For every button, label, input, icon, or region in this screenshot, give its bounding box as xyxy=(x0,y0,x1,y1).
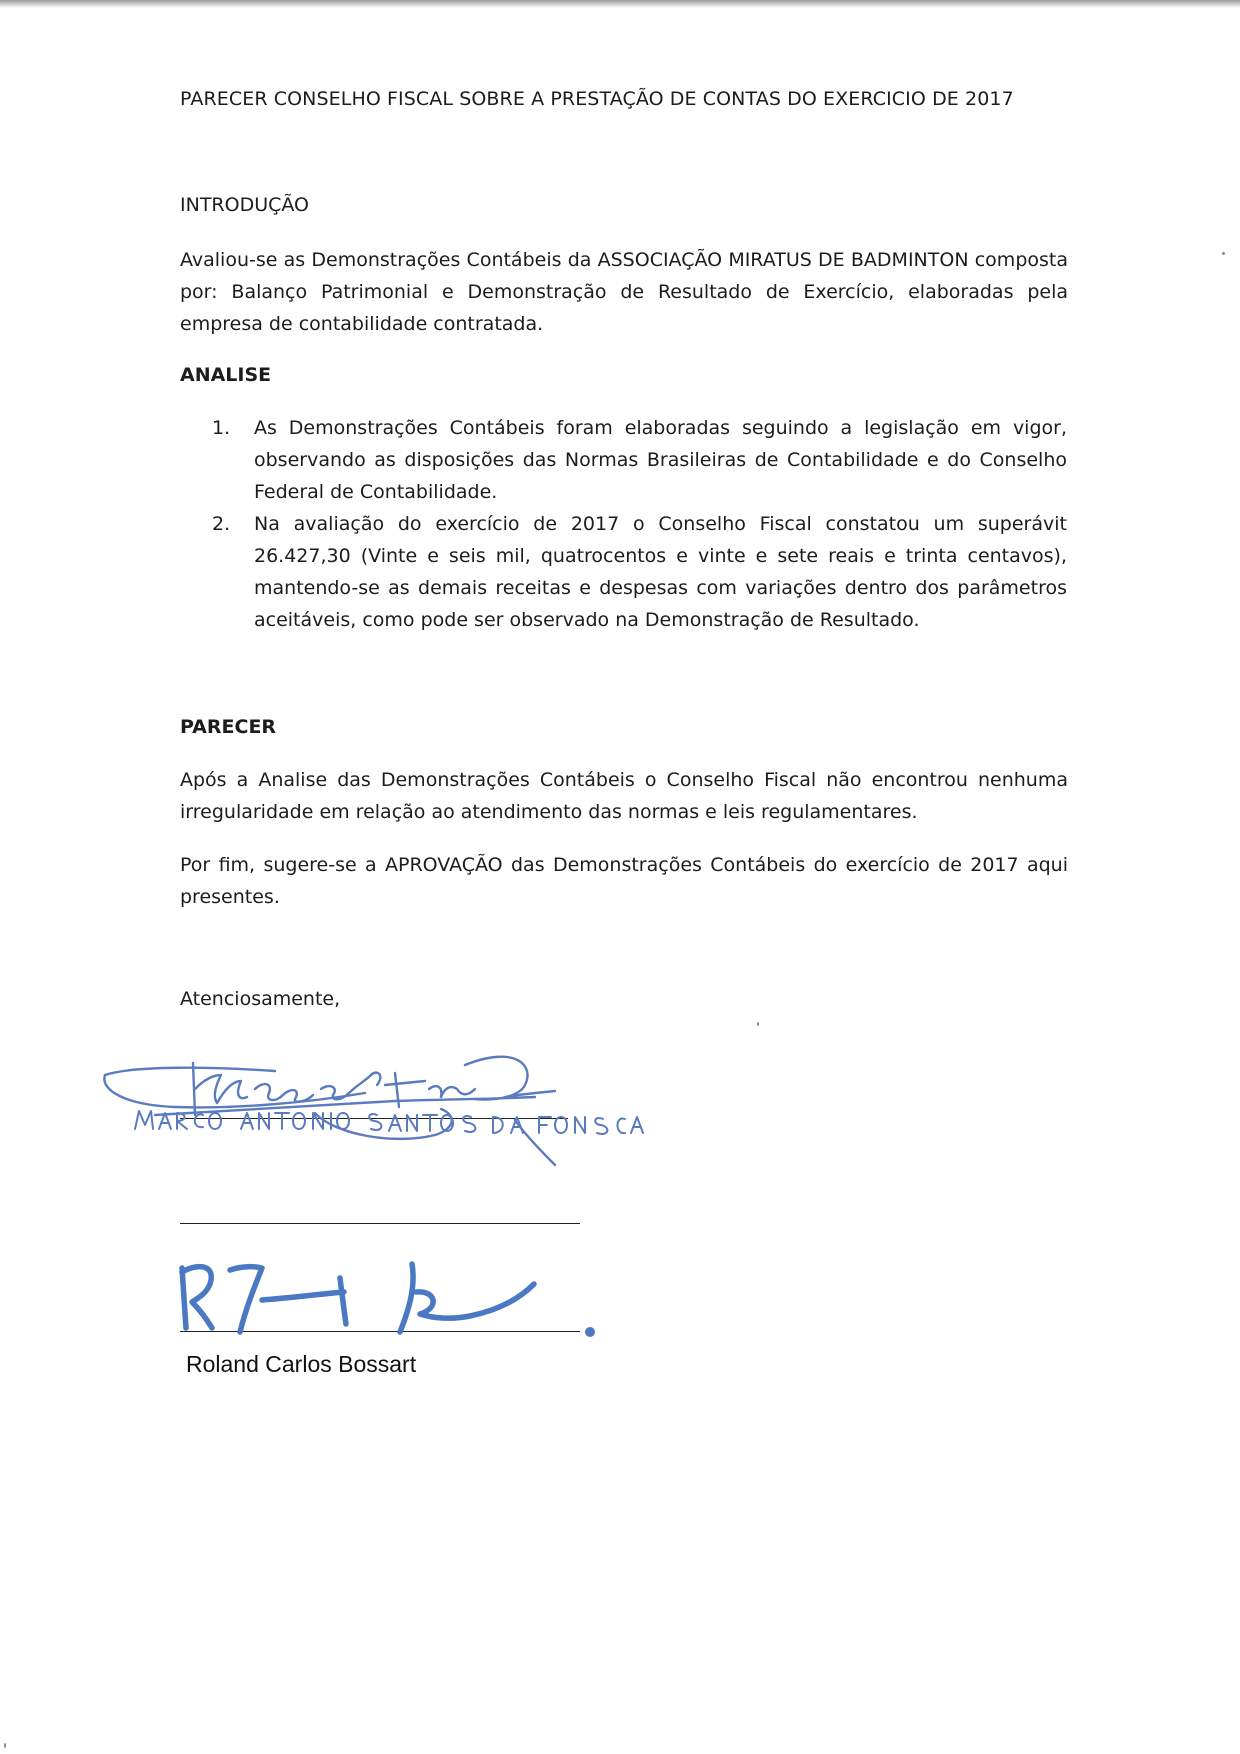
list-item-text: Na avaliação do exercício de 2017 o Conselho Fiscal constatou um superávit 26.427,30 (Vinte e seis mil, quatrocentos e vinte e sete reais e trinta centavos), mantendo-se as demais receitas e despesas com variações dentro dos parâmetros aceitáveis, como pode ser observado na Demonstração de Resultado. xyxy=(254,513,1067,631)
closing-salutation: Atenciosamente, xyxy=(180,988,341,1010)
list-item-number: 1. xyxy=(212,417,231,439)
introducao-heading: INTRODUÇÃO xyxy=(180,194,310,216)
parecer-heading: PARECER xyxy=(180,716,277,738)
list-item-text: As Demonstrações Contábeis foram elaboradas seguindo a legislação em vigor, observando as disposições das Normas Brasileiras de Contabilidade e do Conselho Federal de Contabilidade. xyxy=(254,417,1067,503)
analise-heading: ANALISE xyxy=(180,364,272,386)
scan-speck xyxy=(4,1743,6,1748)
scan-edge xyxy=(0,0,1240,8)
handwritten-signature-2 xyxy=(170,1248,610,1344)
introducao-paragraph: Avaliou-se as Demonstrações Contábeis da ASSOCIAÇÃO MIRATUS DE BADMINTON composta por: Balanço Patrimonial e Demonstração de Resultado de Exercício, elaboradas pela empresa de contabilidade contratada. xyxy=(180,249,1068,335)
approval-paragraph: Por fim, sugere-se a APROVAÇÃO das Demonstrações Contábeis do exercício de 2017 aqui presentes. xyxy=(180,854,1068,908)
signature-line-2 xyxy=(180,1223,580,1224)
scan-speck xyxy=(1222,252,1225,255)
parecer-paragraph: Após a Analise das Demonstrações Contábeis o Conselho Fiscal não encontrou nenhuma irregularidade em relação ao atendimento das normas e leis regulamentares. xyxy=(180,769,1068,823)
list-item-number: 2. xyxy=(212,513,231,535)
handwritten-signature-1 xyxy=(95,1045,655,1185)
document-title: PARECER CONSELHO FISCAL SOBRE A PRESTAÇÃO DE CONTAS DO EXERCICIO DE 2017 xyxy=(180,88,1014,110)
signer-name: Roland Carlos Bossart xyxy=(186,1351,417,1377)
scan-speck xyxy=(757,1022,759,1026)
